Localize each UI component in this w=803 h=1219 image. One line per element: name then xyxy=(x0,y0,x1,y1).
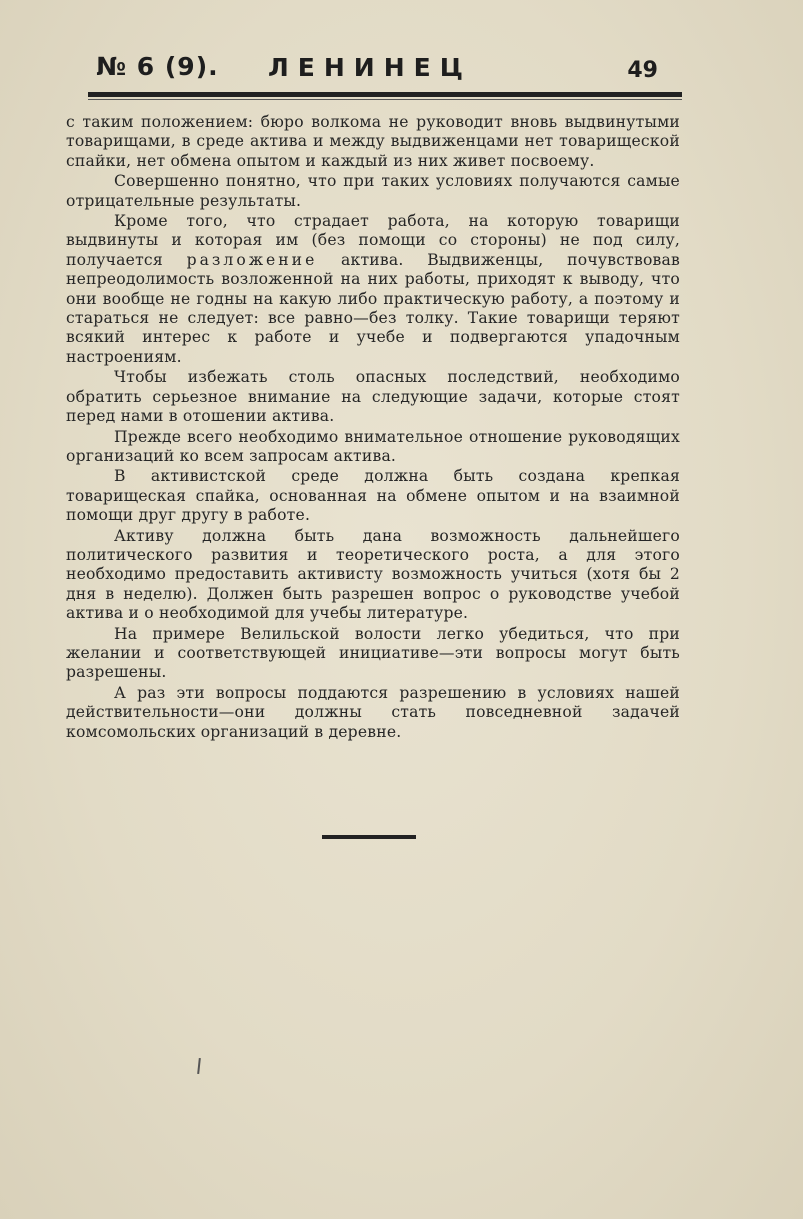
paragraph-text: На примере Велильской волости легко убедиться, что при желании и соответствующей инициативе—эти вопросы могут быть разрешены. xyxy=(66,624,680,682)
paragraph-text: с таким положением: бюро волкома не руководит вновь выдвинутыми товарищами, в среде актива и между выдвиженцами нет товарищеской спайки, нет обмена опытом и каждый из них живет посвоему. xyxy=(66,113,680,170)
paragraph xyxy=(66,113,680,171)
article-body xyxy=(66,113,680,743)
header-rule-thin xyxy=(88,99,682,100)
paragraph xyxy=(66,428,680,467)
paragraph-text: Кроме того, что страдает работа, на которую товарищи выдвинуты и которая им (без помощи со стороны) не под силу, получается xyxy=(66,212,680,269)
paragraph-text: Прежде всего необходимо внимательное отношение руководящих организаций ко всем запросам актива. xyxy=(66,427,680,465)
paper-mark xyxy=(197,1058,201,1074)
header-rule xyxy=(88,92,682,97)
paragraph xyxy=(66,467,680,525)
paragraph xyxy=(66,172,680,211)
paragraph xyxy=(66,212,680,367)
paragraph-text: Чтобы избежать столь опасных последствий, необходимо обратить серьезное внимание на следующие задачи, которые стоят перед нами в отошении актива. xyxy=(66,368,680,426)
emphasized-word: разложение xyxy=(186,250,318,269)
issue-number: № 6 (9). xyxy=(96,52,219,81)
masthead-title: ЛЕНИНЕЦ xyxy=(268,53,472,82)
page-number: 49 xyxy=(627,58,658,83)
page-header xyxy=(88,50,684,90)
paragraph xyxy=(66,684,680,742)
paragraph-text: Активу должна быть дана возможность дальнейшего политического развития и теоретического роста, а для этого необходимо предоставить активисту возможность учиться (хотя бы 2 дня в неделю). Должен быть разрешен вопрос о руководстве учебой актива и о необходимой для учебы литературе. xyxy=(66,526,680,623)
paragraph-text: Совершенно понятно, что при таких условиях получаются самые отрицательные результаты. xyxy=(66,172,680,210)
paragraph xyxy=(66,368,680,426)
paragraph-text: В активистской среде должна быть создана крепкая товарищеская спайка, основанная на обмене опытом и на взаимной помощи друг другу в работе. xyxy=(66,467,680,525)
paragraph-text: актива. Выдвиженцы, почувствовав непреодолимость возложенной на них работы, приходят к выводу, что они вообще не годны на какую либо практическую работу, а поэтому и стараться не следует: все равно—без толку. Такие товарищи теряют всякий интерес к работе и учебе и подвергаются упадочным настроениям. xyxy=(66,250,680,366)
paragraph xyxy=(66,625,680,683)
paragraph xyxy=(66,527,680,624)
end-of-article-rule xyxy=(322,835,416,839)
paragraph-text: А раз эти вопросы поддаются разрешению в условиях нашей действительности—они должны стать повседневной задачей комсомольских организаций в деревне. xyxy=(66,683,680,741)
